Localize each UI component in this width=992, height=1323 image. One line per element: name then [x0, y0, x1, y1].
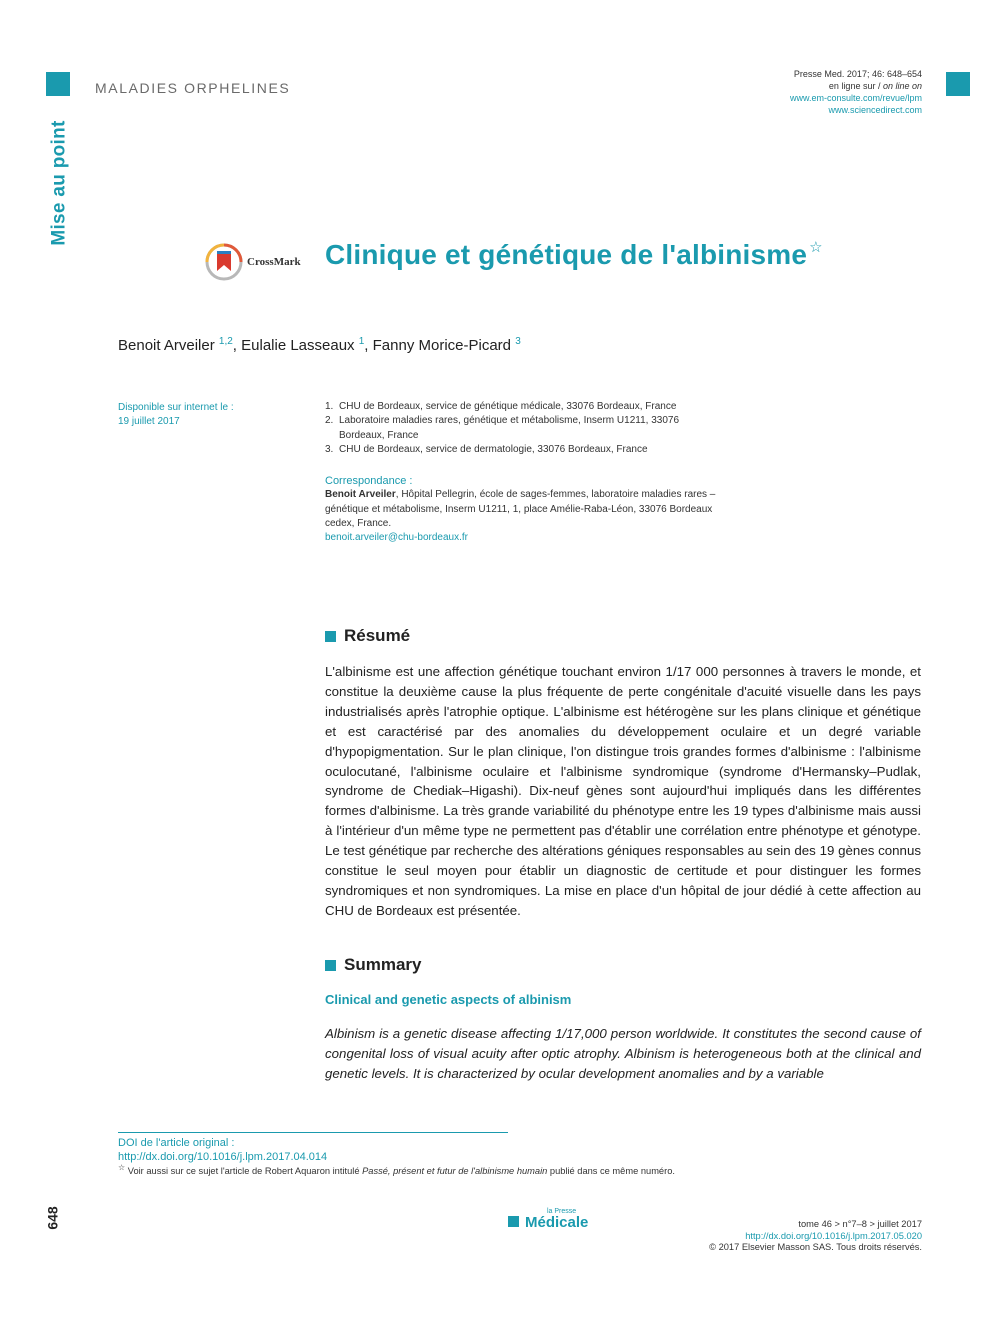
affiliation-item: 1. CHU de Bordeaux, service de génétique médicale, 33076 Bordeaux, France	[325, 401, 677, 412]
journal-info	[790, 68, 922, 116]
correspondence-block	[325, 474, 725, 545]
author-affil: 1	[358, 336, 365, 347]
affiliation-item: 3. CHU de Bordeaux, service de dermatologie, 33076 Bordeaux, France	[325, 443, 648, 455]
footer-info	[709, 1219, 922, 1254]
availability-label: Disponible sur internet le :	[118, 402, 234, 413]
crossmark-label: CrossMark	[247, 256, 301, 268]
footer-copyright: © 2017 Elsevier Masson SAS. Tous droits réservés.	[709, 1242, 922, 1253]
availability-date: 19 juillet 2017	[118, 416, 180, 427]
journal-link-emconsulte[interactable]: www.em-consulte.com/revue/lpm	[789, 93, 922, 103]
summary-heading: Summary	[325, 955, 421, 975]
crossmark-badge[interactable]	[205, 243, 301, 281]
journal-citation: Presse Med. 2017; 46: 648–654	[793, 69, 922, 79]
author-list: Benoit Arveiler $^{1,2}$, Eulalie Lasseaux $^1$, Fanny Morice-Picard $^3$	[118, 336, 521, 354]
doi-label: DOI de l'article original :	[118, 1137, 235, 1149]
footer-doi-link[interactable]: http://dx.doi.org/10.1016/j.lpm.2017.05.020	[745, 1230, 922, 1241]
article-title: Clinique et génétique de l'albinisme ☆	[325, 239, 823, 270]
heading-square-icon	[325, 631, 336, 642]
summary-body: Albinism is a genetic disease affecting 1/17,000 person worldwide. It constitutes the second cause of congenital loss of visual acuity after optic atrophy. Albinism is heterogeneous both at the clinical and genetic levels. It is characterized by ocular development anomalies and by a variable	[325, 1026, 921, 1081]
journal-link-sciencedirect[interactable]: www.sciencedirect.com	[828, 105, 922, 115]
resume-body: L'albinisme est une affection génétique touchant environ 1/17 000 personnes à travers le monde, et constitue la deuxième cause la plus fréquente de perte congénitale d'acuité visuelle dans les pays industrialisés après l'atrophie optique. L'albinisme est hétérogène sur les plans clinique et génétique et est caractérisé par des anomalies du développement oculaire et un degré variable d'hypopigmentation. Sur le plan clinique, l'on distingue trois grandes formes d'albinisme : l'albinisme oculocutané, l'albinisme oculaire et l'albinisme syndromique (syndrome d'Hermansky–Pudlak, syndrome de Chediak–Higashi). Dix-neuf gènes sont aujourd'hui impliqués dans les différentes formes d'albinisme. La très grande variabilité du phénotype entre les 19 types d'albinisme mais aussi à l'intérieur d'un même type ne permettent pas d'établir une corrélation entre phénotype et génotype. Le test génétique par recherche des altérations géniques responsables au sein des 19 gènes connus constitue le seul moyen pour établir un diagnostic de certitude et pour distinguer les formes syndromiques et non syndromiques. La mise en place d'un hôpital de jour dédié à cette affection au CHU de Bordeaux est présentée.	[325, 664, 921, 918]
brand-small: la Presse	[547, 1208, 577, 1215]
brand-square-icon	[508, 1216, 519, 1227]
footer-issue: tome 46 > n°7–8 > juillet 2017	[798, 1219, 922, 1229]
corner-square-right	[946, 72, 970, 96]
correspondence-email-link[interactable]: benoit.arveiler@chu-bordeaux.fr	[325, 532, 469, 544]
corner-square-left	[46, 72, 70, 96]
footnote: ☆ Voir aussi sur ce sujet l'article de Robert Aquaron intitulé Passé, présent et futur de l'albinisme humain publié dans ce même numéro.	[118, 1163, 675, 1177]
brand-big: Médicale	[525, 1214, 589, 1231]
journal-brand-logo	[508, 1208, 588, 1230]
crossmark-icon	[205, 243, 243, 281]
title-footnote-mark: ☆	[809, 239, 823, 256]
resume-heading: Résumé	[325, 626, 410, 646]
affiliation-list	[325, 400, 725, 457]
heading-square-icon	[325, 960, 336, 971]
author-name: Eulalie Lasseaux	[241, 337, 355, 354]
doi-link[interactable]: http://dx.doi.org/10.1016/j.lpm.2017.04.014	[118, 1151, 328, 1163]
summary-subtitle: Clinical and genetic aspects of albinism	[325, 992, 572, 1007]
side-category-label: Mise au point	[49, 120, 71, 246]
original-doi	[118, 1136, 327, 1164]
correspondence-address: Benoit Arveiler, Hôpital Pellegrin, école de sages-femmes, laboratoire maladies rares – génétique et métabolisme, Inserm U1211, 1, place Amélie-Raba-Léon, 33076 Bordeaux cedex, France.	[325, 489, 716, 529]
section-label: MALADIES ORPHELINES	[95, 80, 291, 96]
availability-info	[118, 401, 234, 429]
affiliation-item: 2. Laboratoire maladies rares, génétique et métabolisme, Inserm U1211, 33076 Bordeaux, France	[325, 415, 680, 441]
author-affil: 3	[515, 336, 521, 347]
author-name: Fanny Morice-Picard	[372, 337, 512, 354]
author-affil: 1,2	[218, 336, 233, 347]
page-number: 648	[44, 1206, 61, 1230]
author-name: Benoit Arveiler	[118, 337, 215, 354]
footnote-rule	[118, 1132, 508, 1133]
correspondence-heading: Correspondance :	[325, 475, 413, 487]
online-line: en ligne sur / on line on	[828, 81, 922, 91]
